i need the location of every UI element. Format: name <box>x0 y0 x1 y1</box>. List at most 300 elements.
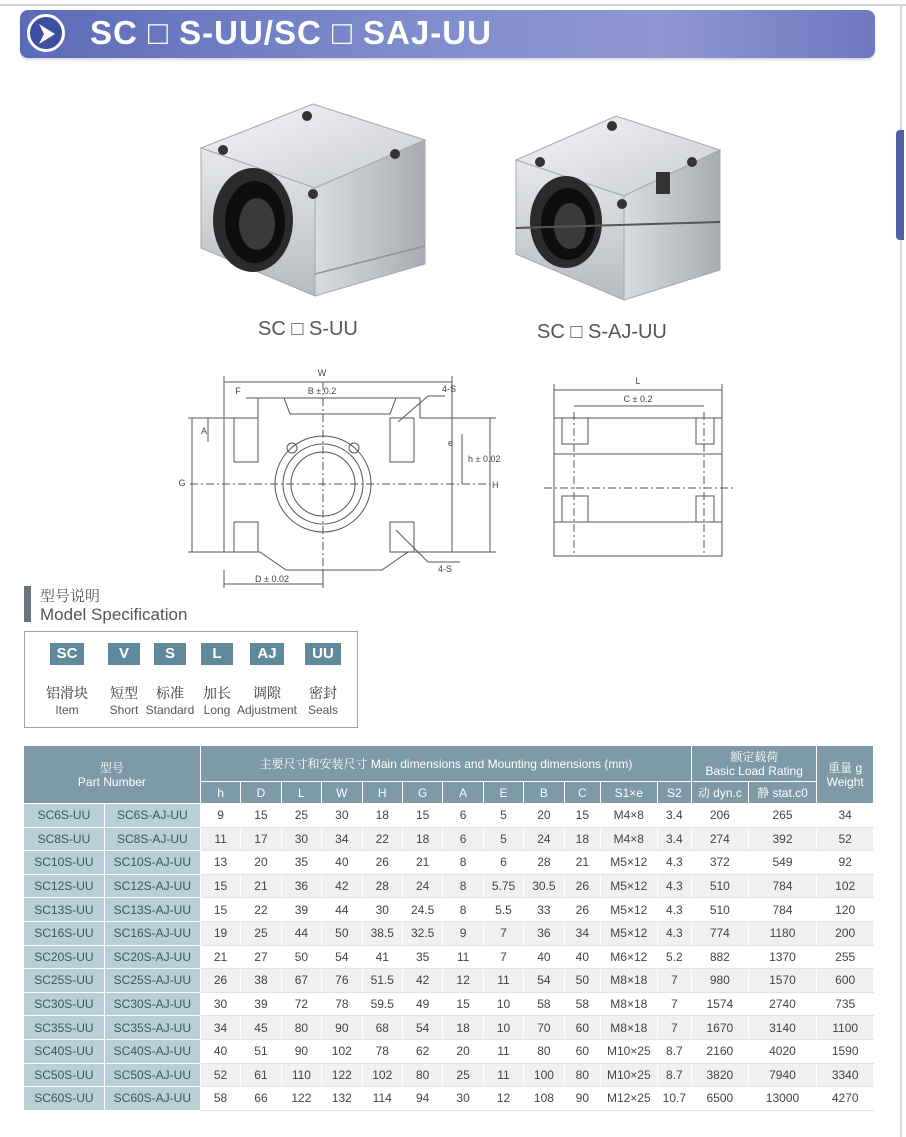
table-cell: 59.5 <box>362 992 402 1016</box>
th-col-g: G <box>402 782 442 804</box>
code-en-s: Standard <box>145 703 195 717</box>
spec-title-cn: 型号说明 <box>40 588 101 605</box>
code-cn-v: 短型 <box>110 685 138 701</box>
table-cell: 21 <box>564 851 600 875</box>
th-col-e: E <box>483 782 523 804</box>
table-cell: 110 <box>281 1063 321 1087</box>
table-cell: 40 <box>322 851 362 875</box>
table-cell: 122 <box>322 1063 362 1087</box>
part-number-cell: SC8S-AJ-UU <box>104 827 200 851</box>
table-row <box>24 874 874 898</box>
code-sc: SC <box>50 643 84 665</box>
table-cell: 33 <box>524 898 564 922</box>
th-weight <box>817 746 874 804</box>
table-cell: 980 <box>692 969 749 993</box>
table-cell: 24 <box>524 827 564 851</box>
table-cell: 34 <box>817 804 874 828</box>
th-col-l: L <box>281 782 321 804</box>
table-cell: 62 <box>402 1039 442 1063</box>
table-cell: 25 <box>241 921 281 945</box>
table-cell: 51 <box>241 1039 281 1063</box>
th-part-en: Part Number <box>77 774 146 789</box>
table-cell: 58 <box>200 1087 240 1111</box>
table-cell: 30.5 <box>524 874 564 898</box>
table-cell: 265 <box>748 804 817 828</box>
table-cell: 51.5 <box>362 969 402 993</box>
table-cell: 5.2 <box>657 945 691 969</box>
table-cell: M10×25 <box>601 1063 658 1087</box>
table-row <box>24 969 874 993</box>
table-cell: 1590 <box>817 1039 874 1063</box>
table-cell: 22 <box>362 827 402 851</box>
table-cell: 2160 <box>692 1039 749 1063</box>
table-cell: 10 <box>483 1016 523 1040</box>
code-en-v: Short <box>109 703 139 717</box>
th-col-stat: 静 stat.c0 <box>748 782 817 804</box>
table-cell: 10.7 <box>657 1087 691 1111</box>
table-cell: 9 <box>200 804 240 828</box>
dim-label-e: e <box>448 438 454 448</box>
table-cell: 20 <box>443 1039 483 1063</box>
table-cell: 30 <box>443 1087 483 1111</box>
dim-label-s1: 4-S <box>438 564 453 574</box>
part-number-cell: SC13S-AJ-UU <box>104 898 200 922</box>
table-cell: 36 <box>281 874 321 898</box>
table-cell: 45 <box>241 1016 281 1040</box>
table-cell: 7 <box>657 1016 691 1040</box>
table-cell: 20 <box>524 804 564 828</box>
table-cell: 90 <box>564 1087 600 1111</box>
code-cn-uu: 密封 <box>309 685 337 701</box>
table-cell: M5×12 <box>601 851 658 875</box>
table-cell: 38.5 <box>362 921 402 945</box>
part-number-cell: SC12S-UU <box>24 874 105 898</box>
table-cell: 24.5 <box>402 898 442 922</box>
table-cell: 15 <box>402 804 442 828</box>
table-cell: 90 <box>322 1016 362 1040</box>
table-cell: 372 <box>692 851 749 875</box>
th-load-cn: 额定载荷 <box>730 749 779 764</box>
page-edge-tab <box>896 130 904 240</box>
table-cell: 8 <box>443 898 483 922</box>
part-number-cell: SC40S-AJ-UU <box>104 1039 200 1063</box>
table-cell: M12×25 <box>601 1087 658 1111</box>
table-cell: 1574 <box>692 992 749 1016</box>
table-cell: M4×8 <box>601 827 658 851</box>
table-cell: 4.3 <box>657 921 691 945</box>
side-view-drawing <box>540 372 740 558</box>
table-cell: M8×18 <box>601 992 658 1016</box>
dim-label-g: G <box>178 478 186 488</box>
dim-label-l: L <box>635 376 641 386</box>
table-cell: 34 <box>322 827 362 851</box>
table-cell: 27 <box>241 945 281 969</box>
table-cell: 92 <box>817 851 874 875</box>
product-photo-sc-s-aj-uu <box>512 110 724 302</box>
table-cell: 40 <box>524 945 564 969</box>
table-cell: 1100 <box>817 1016 874 1040</box>
table-cell: 735 <box>817 992 874 1016</box>
table-row <box>24 1039 874 1063</box>
table-cell: M8×18 <box>601 969 658 993</box>
part-number-cell: SC10S-AJ-UU <box>104 851 200 875</box>
table-cell: 42 <box>322 874 362 898</box>
spec-table <box>23 745 874 1111</box>
table-cell: 30 <box>322 804 362 828</box>
table-cell: 7940 <box>748 1063 817 1087</box>
table-cell: 39 <box>281 898 321 922</box>
table-cell: 774 <box>692 921 749 945</box>
th-load-rating <box>692 746 817 782</box>
table-cell: 30 <box>200 992 240 1016</box>
table-row <box>24 992 874 1016</box>
part-number-cell: SC16S-AJ-UU <box>104 921 200 945</box>
table-cell: 80 <box>524 1039 564 1063</box>
table-cell: 54 <box>402 1016 442 1040</box>
table-cell: 21 <box>200 945 240 969</box>
table-cell: 60 <box>564 1016 600 1040</box>
table-cell: 50 <box>564 969 600 993</box>
table-cell: 26 <box>200 969 240 993</box>
table-row <box>24 851 874 875</box>
th-col-dyn: 动 dyn.c <box>692 782 749 804</box>
part-number-cell: SC35S-UU <box>24 1016 105 1040</box>
table-cell: 72 <box>281 992 321 1016</box>
table-row <box>24 1087 874 1111</box>
part-number-cell: SC12S-AJ-UU <box>104 874 200 898</box>
table-cell: 3.4 <box>657 804 691 828</box>
table-cell: 44 <box>322 898 362 922</box>
table-cell: 41 <box>362 945 402 969</box>
table-cell: 34 <box>564 921 600 945</box>
table-cell: 5 <box>483 804 523 828</box>
table-cell: M5×12 <box>601 874 658 898</box>
table-cell: 122 <box>281 1087 321 1111</box>
table-cell: 78 <box>362 1039 402 1063</box>
table-cell: 49 <box>402 992 442 1016</box>
table-cell: 50 <box>322 921 362 945</box>
table-cell: 7 <box>483 945 523 969</box>
table-cell: 5 <box>483 827 523 851</box>
th-col-s2: S2 <box>657 782 691 804</box>
table-cell: 15 <box>200 874 240 898</box>
part-number-cell: SC10S-UU <box>24 851 105 875</box>
table-cell: 274 <box>692 827 749 851</box>
table-cell: 20 <box>241 851 281 875</box>
table-cell: 882 <box>692 945 749 969</box>
table-cell: 132 <box>322 1087 362 1111</box>
table-cell: 30 <box>362 898 402 922</box>
table-cell: 114 <box>362 1087 402 1111</box>
table-cell: 80 <box>281 1016 321 1040</box>
part-number-cell: SC25S-UU <box>24 969 105 993</box>
table-cell: 18 <box>402 827 442 851</box>
table-cell: 67 <box>281 969 321 993</box>
part-number-cell: SC30S-UU <box>24 992 105 1016</box>
table-cell: 108 <box>524 1087 564 1111</box>
th-col-w: W <box>322 782 362 804</box>
table-cell: 3140 <box>748 1016 817 1040</box>
table-cell: 25 <box>281 804 321 828</box>
table-row <box>24 898 874 922</box>
table-cell: 1180 <box>748 921 817 945</box>
code-en-l: Long <box>203 703 231 717</box>
page-frame-top <box>0 4 906 6</box>
table-cell: 50 <box>281 945 321 969</box>
table-cell: 68 <box>362 1016 402 1040</box>
th-col-hh: H <box>362 782 402 804</box>
table-cell: 8 <box>443 874 483 898</box>
table-cell: 4.3 <box>657 851 691 875</box>
code-cn-s: 标准 <box>156 685 184 701</box>
table-cell: 42 <box>402 969 442 993</box>
table-cell: 28 <box>362 874 402 898</box>
table-cell: 7 <box>657 992 691 1016</box>
table-cell: 24 <box>402 874 442 898</box>
front-view-drawing <box>170 362 510 590</box>
table-cell: 510 <box>692 898 749 922</box>
part-number-cell: SC50S-UU <box>24 1063 105 1087</box>
table-cell: 11 <box>483 1039 523 1063</box>
dim-label-d: D ± 0.02 <box>255 574 289 584</box>
table-cell: 7 <box>657 969 691 993</box>
th-col-b: B <box>524 782 564 804</box>
table-cell: 1670 <box>692 1016 749 1040</box>
table-cell: M5×12 <box>601 898 658 922</box>
table-cell: 11 <box>443 945 483 969</box>
table-cell: 38 <box>241 969 281 993</box>
table-cell: 18 <box>362 804 402 828</box>
table-cell: 18 <box>443 1016 483 1040</box>
table-cell: 70 <box>524 1016 564 1040</box>
table-cell: 12 <box>443 969 483 993</box>
table-cell: 44 <box>281 921 321 945</box>
table-cell: 600 <box>817 969 874 993</box>
table-cell: 54 <box>322 945 362 969</box>
table-cell: M6×12 <box>601 945 658 969</box>
part-number-cell: SC35S-AJ-UU <box>104 1016 200 1040</box>
table-cell: 28 <box>524 851 564 875</box>
photo-caption-1: SC □ S-UU <box>258 318 358 340</box>
table-cell: 52 <box>200 1063 240 1087</box>
part-number-cell: SC60S-UU <box>24 1087 105 1111</box>
dim-label-c: C ± 0.2 <box>623 394 653 404</box>
table-cell: 35 <box>281 851 321 875</box>
th-part-cn: 型号 <box>99 760 124 775</box>
table-cell: 392 <box>748 827 817 851</box>
table-cell: 510 <box>692 874 749 898</box>
spec-title-en: Model Specification <box>40 605 188 624</box>
table-cell: 11 <box>483 969 523 993</box>
table-cell: 3820 <box>692 1063 749 1087</box>
table-cell: 8.7 <box>657 1063 691 1087</box>
part-number-cell: SC20S-UU <box>24 945 105 969</box>
part-number-cell: SC20S-AJ-UU <box>104 945 200 969</box>
th-col-c: C <box>564 782 600 804</box>
th-col-a: A <box>443 782 483 804</box>
table-cell: M8×18 <box>601 1016 658 1040</box>
part-number-cell: SC16S-UU <box>24 921 105 945</box>
dim-label-f: F <box>235 386 241 396</box>
table-cell: 6 <box>483 851 523 875</box>
th-weight-en: Weight <box>826 774 864 789</box>
part-number-cell: SC8S-UU <box>24 827 105 851</box>
table-cell: 21 <box>402 851 442 875</box>
table-cell: 100 <box>524 1063 564 1087</box>
table-row <box>24 804 874 828</box>
dim-label-a: A <box>200 426 208 436</box>
table-cell: 40 <box>200 1039 240 1063</box>
code-aj: AJ <box>250 643 284 665</box>
table-cell: 52 <box>817 827 874 851</box>
table-cell: 15 <box>200 898 240 922</box>
table-cell: 1570 <box>748 969 817 993</box>
table-cell: 2740 <box>748 992 817 1016</box>
dim-label-b: B ± 0.2 <box>307 386 337 396</box>
table-cell: 54 <box>524 969 564 993</box>
th-part-number <box>24 746 201 804</box>
table-cell: 4020 <box>748 1039 817 1063</box>
th-col-s1e: S1×e <box>601 782 658 804</box>
table-cell: 58 <box>524 992 564 1016</box>
page-title: SC □ S-UU/SC □ SAJ-UU <box>90 14 492 51</box>
table-cell: 21 <box>241 874 281 898</box>
table-cell: 13000 <box>748 1087 817 1111</box>
table-cell: 549 <box>748 851 817 875</box>
code-s: S <box>154 643 186 665</box>
table-cell: 30 <box>281 827 321 851</box>
part-number-cell: SC25S-AJ-UU <box>104 969 200 993</box>
table-cell: 18 <box>564 827 600 851</box>
table-cell: M4×8 <box>601 804 658 828</box>
table-cell: 6500 <box>692 1087 749 1111</box>
table-cell: 58 <box>564 992 600 1016</box>
table-cell: 8 <box>443 851 483 875</box>
table-cell: 26 <box>564 898 600 922</box>
table-cell: 13 <box>200 851 240 875</box>
code-cn-aj: 调隙 <box>253 685 281 701</box>
dim-label-w: W <box>317 368 327 378</box>
dim-label-h: h ± 0.02 <box>468 454 501 464</box>
th-load-en: Basic Load Rating <box>705 763 803 778</box>
part-number-cell: SC13S-UU <box>24 898 105 922</box>
table-cell: 15 <box>241 804 281 828</box>
table-cell: M10×25 <box>601 1039 658 1063</box>
table-cell: 1370 <box>748 945 817 969</box>
part-number-cell: SC6S-AJ-UU <box>104 804 200 828</box>
table-cell: 32.5 <box>402 921 442 945</box>
table-cell: 15 <box>443 992 483 1016</box>
table-cell: 22 <box>241 898 281 922</box>
table-cell: M5×12 <box>601 921 658 945</box>
table-cell: 26 <box>362 851 402 875</box>
table-cell: 15 <box>564 804 600 828</box>
table-cell: 90 <box>281 1039 321 1063</box>
table-cell: 25 <box>443 1063 483 1087</box>
table-cell: 3.4 <box>657 827 691 851</box>
table-row <box>24 827 874 851</box>
table-cell: 19 <box>200 921 240 945</box>
code-cn-l: 加长 <box>203 685 231 701</box>
table-row <box>24 921 874 945</box>
code-l: L <box>201 643 233 665</box>
table-cell: 39 <box>241 992 281 1016</box>
table-cell: 80 <box>402 1063 442 1087</box>
table-cell: 34 <box>200 1016 240 1040</box>
spec-section-marker <box>24 586 31 622</box>
photo-caption-2: SC □ S-AJ-UU <box>537 321 667 343</box>
table-cell: 8.7 <box>657 1039 691 1063</box>
table-cell: 3340 <box>817 1063 874 1087</box>
code-en-uu: Seals <box>307 703 339 717</box>
table-cell: 255 <box>817 945 874 969</box>
table-cell: 5.75 <box>483 874 523 898</box>
table-cell: 5.5 <box>483 898 523 922</box>
table-cell: 6 <box>443 827 483 851</box>
table-cell: 94 <box>402 1087 442 1111</box>
code-en-sc: Item <box>55 703 79 717</box>
table-cell: 6 <box>443 804 483 828</box>
th-col-d: D <box>241 782 281 804</box>
part-number-cell: SC40S-UU <box>24 1039 105 1063</box>
table-cell: 11 <box>483 1063 523 1087</box>
table-cell: 40 <box>564 945 600 969</box>
dim-label-s: 4-S <box>442 384 457 394</box>
table-cell: 4270 <box>817 1087 874 1111</box>
table-cell: 36 <box>524 921 564 945</box>
dim-label-hh: H <box>492 480 499 490</box>
product-photo-sc-s-uu <box>195 98 427 298</box>
table-cell: 78 <box>322 992 362 1016</box>
table-cell: 11 <box>200 827 240 851</box>
th-col-h: h <box>200 782 240 804</box>
table-cell: 76 <box>322 969 362 993</box>
table-cell: 4.3 <box>657 874 691 898</box>
table-row <box>24 1016 874 1040</box>
table-cell: 102 <box>817 874 874 898</box>
part-number-cell: SC30S-AJ-UU <box>104 992 200 1016</box>
arrow-right-icon <box>27 14 65 52</box>
table-cell: 120 <box>817 898 874 922</box>
table-cell: 60 <box>564 1039 600 1063</box>
part-number-cell: SC50S-AJ-UU <box>104 1063 200 1087</box>
table-cell: 7 <box>483 921 523 945</box>
table-cell: 61 <box>241 1063 281 1087</box>
table-cell: 9 <box>443 921 483 945</box>
table-cell: 17 <box>241 827 281 851</box>
th-weight-cn: 重量 g <box>828 760 863 775</box>
code-en-aj: Adjustment <box>236 703 298 717</box>
table-row <box>24 1063 874 1087</box>
table-cell: 102 <box>322 1039 362 1063</box>
part-number-cell: SC60S-AJ-UU <box>104 1087 200 1111</box>
code-cn-sc: 铝滑块 <box>46 685 88 701</box>
table-cell: 66 <box>241 1087 281 1111</box>
table-cell: 35 <box>402 945 442 969</box>
table-cell: 206 <box>692 804 749 828</box>
table-cell: 784 <box>748 898 817 922</box>
table-cell: 26 <box>564 874 600 898</box>
table-cell: 102 <box>362 1063 402 1087</box>
table-cell: 200 <box>817 921 874 945</box>
table-cell: 80 <box>564 1063 600 1087</box>
table-row <box>24 945 874 969</box>
table-cell: 784 <box>748 874 817 898</box>
table-cell: 4.3 <box>657 898 691 922</box>
code-v: V <box>108 643 140 665</box>
table-cell: 12 <box>483 1087 523 1111</box>
part-number-cell: SC6S-UU <box>24 804 105 828</box>
